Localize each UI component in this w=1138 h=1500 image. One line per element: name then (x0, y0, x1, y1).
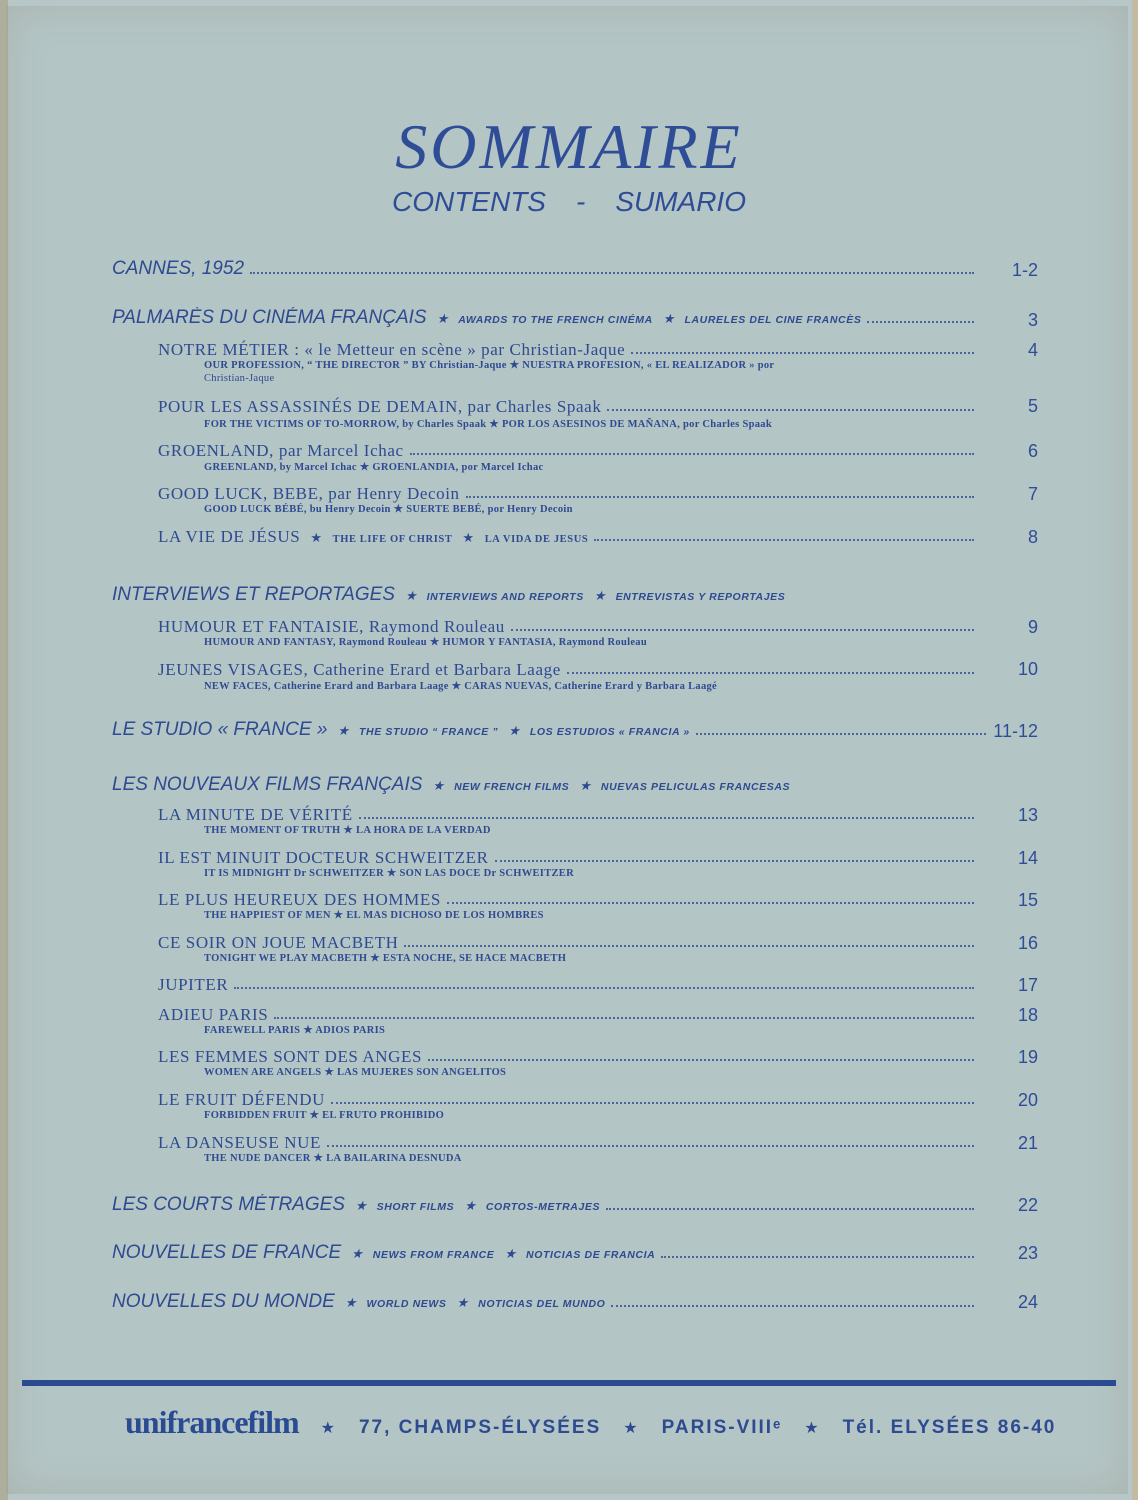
toc-entry-groenland (158, 441, 980, 461)
toc-entry-palmares (112, 307, 980, 329)
footer-rule (22, 1380, 1116, 1386)
toc-entry-notre-metier (158, 340, 980, 360)
toc-translation-cont: Christian-Jaque (204, 373, 275, 384)
leader-dots (359, 816, 974, 819)
leader-dots (274, 1016, 974, 1019)
toc-translation: THE MOMENT OF TRUTH ★ LA HORA DE LA VERDAD (204, 825, 491, 836)
star-icon: ★ (456, 1295, 469, 1310)
leader-dots (611, 1304, 974, 1307)
toc-translation: NEW FACES, Catherine Erard and Barbara Laage ★ CARAS NUEVAS, Catherine Erard y Barbara Laagé (204, 681, 718, 692)
star-icon: ★ (337, 723, 350, 738)
toc-sub-title: LE PLUS HEUREUX DES HOMMES (158, 890, 441, 909)
toc-title-en: NEWS FROM FRANCE (372, 1249, 495, 1261)
page-number: 10 (1017, 659, 1038, 679)
toc-sub-title: LA VIE DE JÉSUS (158, 527, 301, 546)
leader-dots (331, 1101, 974, 1104)
toc-entry-plus-heureux (158, 890, 980, 910)
page-number: 18 (1017, 1005, 1038, 1025)
brand-logo: unifrancefilm (125, 1404, 299, 1440)
subtitle-separator: - (575, 186, 586, 217)
toc-entry-humour (158, 617, 980, 637)
page-number: 22 (1017, 1195, 1038, 1215)
leader-dots (327, 1144, 974, 1147)
toc-entry-minuit-schweitzer (158, 848, 980, 868)
toc-translation: FORBIDDEN FRUIT ★ EL FRUTO PROHIBIDO (204, 1110, 445, 1121)
toc-title-es: NOTICIAS DE FRANCIA (526, 1249, 656, 1261)
page-title: SOMMAIRE (395, 111, 743, 182)
leader-dots (631, 351, 974, 354)
toc-translation: FAREWELL PARIS ★ ADIOS PARIS (204, 1025, 386, 1036)
toc-entry-vie-de-jesus (158, 527, 980, 547)
toc-entry-assassines (158, 397, 980, 417)
leader-dots (606, 1207, 974, 1210)
toc-entry-courts-metrages (112, 1194, 980, 1216)
toc-title-es: CORTOS-METRAJES (485, 1201, 601, 1213)
toc-translation: THE NUDE DANCER ★ LA BAILARINA DESNUDA (204, 1153, 462, 1164)
toc-entry-nouvelles-monde (112, 1291, 980, 1313)
page-number: 21 (1017, 1133, 1038, 1153)
page-number: 3 (1027, 310, 1038, 330)
toc-translation: GOOD LUCK BÉBÉ, bu Henry Decoin ★ SUERTE BEBÉ, por Henry Decoin (204, 504, 573, 515)
toc-title-en: THE LIFE OF CHRIST (332, 534, 453, 545)
toc-translation: THE HAPPIEST OF MEN ★ EL MAS DICHOSO DE LOS HOMBRES (204, 910, 544, 921)
toc-title-es: LOS ESTUDIOS « FRANCIA » (529, 726, 690, 738)
page-number: 24 (1017, 1292, 1038, 1312)
toc-title-en: AWARDS TO THE FRENCH CINÉMA (458, 314, 653, 326)
page-subtitle (0, 186, 1138, 218)
footer-address: 77, CHAMPS-ÉLYSÉES (358, 1417, 602, 1438)
leader-dots (607, 408, 974, 411)
leader-dots (250, 271, 974, 274)
toc-entry-nouveaux-films (112, 774, 1012, 796)
star-icon: ★ (804, 1420, 819, 1437)
footer (125, 1404, 1065, 1441)
toc-translation: FOR THE VICTIMS OF TO-MORROW, by Charles Spaak ★ POR LOS ASESINOS DE MAÑANA, por Charles Spaak (204, 419, 772, 430)
toc-translation: IT IS MIDNIGHT Dr SCHWEITZER ★ SON LAS DOCE Dr SCHWEITZER (204, 868, 574, 879)
toc-main-title: LE STUDIO « FRANCE » (112, 719, 328, 740)
toc-title-es: LA VIDA DE JESUS (484, 534, 589, 545)
leader-dots (428, 1058, 974, 1061)
toc-sub-title: NOTRE MÉTIER : « le Metteur en scène » par Christian-Jaque (158, 340, 626, 359)
leader-dots (594, 538, 974, 541)
toc-sub-title: GOOD LUCK, BEBE, par Henry Decoin (158, 484, 460, 503)
toc-translation: TONIGHT WE PLAY MACBETH ★ ESTA NOCHE, SE HACE MACBETH (204, 953, 567, 964)
toc-title-en: INTERVIEWS AND REPORTS (426, 591, 584, 603)
toc-sub-title: LA MINUTE DE VÉRITÉ (158, 805, 353, 824)
toc-sub-title: JEUNES VISAGES, Catherine Erard et Barbara Laage (158, 660, 561, 679)
subtitle-contents: CONTENTS (391, 186, 546, 217)
toc-entry-danseuse-nue (158, 1133, 980, 1153)
page-number: 6 (1027, 441, 1038, 461)
page-number: 17 (1017, 975, 1038, 995)
page-number: 4 (1027, 340, 1038, 360)
leader-dots (495, 859, 974, 862)
star-icon: ★ (508, 723, 520, 738)
toc-entry-femmes-anges (158, 1047, 980, 1067)
toc-entry-good-luck (158, 484, 980, 504)
paper-edge-right (1132, 0, 1138, 1500)
page-number: 15 (1017, 890, 1038, 910)
toc-entry-cannes (112, 258, 980, 280)
star-icon: ★ (354, 1198, 367, 1213)
leader-dots (696, 732, 986, 735)
toc-entry-studio-france (112, 719, 992, 741)
page-number: 14 (1017, 848, 1038, 868)
toc-sub-title: LE FRUIT DÉFENDU (158, 1090, 326, 1109)
toc-main-title: NOUVELLES DU MONDE (112, 1291, 335, 1312)
toc-title-es: NOTICIAS DEL MUNDO (478, 1298, 606, 1310)
leader-dots (404, 944, 974, 947)
page-number: 16 (1017, 933, 1038, 953)
leader-dots (511, 628, 974, 631)
toc-title-es: NUEVAS PELICULAS FRANCESAS (600, 781, 791, 793)
page-number: 13 (1017, 805, 1038, 825)
toc-title-en: SHORT FILMS (376, 1201, 455, 1213)
toc-title-en: NEW FRENCH FILMS (454, 781, 570, 793)
toc-entry-nouvelles-france (112, 1242, 980, 1264)
toc-sub-title: LA DANSEUSE NUE (158, 1133, 321, 1152)
star-icon: ★ (310, 530, 323, 545)
toc-translation: GREENLAND, by Marcel Ichac ★ GROENLANDIA, por Marcel Ichac (204, 462, 544, 473)
footer-phone: Tél. ELYSÉES 86-40 (842, 1417, 1057, 1438)
leader-dots (234, 986, 974, 989)
toc-entry-adieu-paris (158, 1005, 980, 1025)
star-icon: ★ (320, 1420, 335, 1437)
star-icon: ★ (351, 1246, 363, 1261)
toc-entry-jeunes-visages (158, 660, 980, 680)
star-icon: ★ (462, 530, 475, 545)
toc-entry-jupiter (158, 975, 980, 995)
leader-dots (466, 495, 974, 498)
star-icon: ★ (579, 778, 591, 793)
toc-sub-title: POUR LES ASSASSINÉS DE DEMAIN, par Charles Spaak (158, 397, 602, 416)
toc-main-title: PALMARÈS DU CINÉMA FRANÇAIS (112, 307, 427, 328)
toc-entry-interviews (112, 584, 1012, 606)
toc-main-title: LES NOUVEAUX FILMS FRANÇAIS (112, 774, 423, 795)
footer-city: PARIS-VIIIᵉ (661, 1417, 783, 1438)
toc-sub-title: GROENLAND, par Marcel Ichac (158, 441, 404, 460)
page-number: 8 (1027, 527, 1038, 547)
page (6, 6, 1128, 1494)
toc-main-title: NOUVELLES DE FRANCE (112, 1242, 342, 1263)
star-icon: ★ (504, 1246, 517, 1261)
toc-main-title: CANNES, 1952 (112, 258, 245, 279)
toc-title-es: LAURELES DEL CINE FRANCÈS (684, 314, 862, 326)
toc-title-en: WORLD NEWS (366, 1298, 447, 1310)
toc-translation: WOMEN ARE ANGELS ★ LAS MUJERES SON ANGELITOS (204, 1067, 507, 1078)
leader-dots (567, 671, 974, 674)
toc-main-title: INTERVIEWS ET REPORTAGES (112, 584, 395, 605)
subtitle-sumario: SUMARIO (615, 186, 746, 217)
star-icon: ★ (436, 311, 449, 326)
toc-sub-title: JUPITER (158, 975, 229, 994)
page-number: 9 (1027, 617, 1038, 637)
toc-sub-title: HUMOUR ET FANTAISIE, Raymond Rouleau (158, 617, 505, 636)
toc-translation: HUMOUR AND FANTASY, Raymond Rouleau ★ HUMOR Y FANTASIA, Raymond Rouleau (204, 637, 647, 648)
page-number: 11-12 (993, 721, 1038, 741)
star-icon: ★ (662, 311, 675, 326)
star-icon: ★ (464, 1198, 476, 1213)
star-icon: ★ (623, 1420, 638, 1437)
toc-translation: OUR PROFESSION, “ THE DIRECTOR ” BY Christian-Jaque ★ NUESTRA PROFESION, « EL REALIZADOR » por (204, 360, 775, 371)
toc-main-title: LES COURTS MÉTRAGES (112, 1194, 345, 1215)
page-number: 19 (1017, 1047, 1038, 1067)
star-icon: ★ (344, 1295, 357, 1310)
leader-dots (661, 1255, 974, 1258)
toc-entry-minute-verite (158, 805, 980, 825)
leader-dots (867, 320, 974, 323)
toc-entry-fruit-defendu (158, 1090, 980, 1110)
paper-edge-left (0, 0, 8, 1500)
toc-title-en: THE STUDIO “ FRANCE ” (359, 726, 499, 738)
star-icon: ★ (593, 588, 606, 603)
toc-entry-macbeth (158, 933, 980, 953)
page-number: 20 (1017, 1090, 1038, 1110)
star-icon: ★ (404, 588, 417, 603)
toc-sub-title: LES FEMMES SONT DES ANGES (158, 1047, 423, 1066)
page-number: 1-2 (1011, 260, 1038, 280)
leader-dots (447, 901, 974, 904)
leader-dots (410, 452, 974, 455)
toc-title-es: ENTREVISTAS Y REPORTAJES (615, 591, 786, 603)
toc-sub-title: IL EST MINUIT DOCTEUR SCHWEITZER (158, 848, 489, 867)
page-number: 5 (1027, 396, 1038, 416)
page-number: 23 (1017, 1243, 1038, 1263)
page-number: 7 (1027, 484, 1038, 504)
toc-sub-title: CE SOIR ON JOUE MACBETH (158, 933, 399, 952)
star-icon: ★ (432, 778, 445, 793)
toc-sub-title: ADIEU PARIS (158, 1005, 269, 1024)
